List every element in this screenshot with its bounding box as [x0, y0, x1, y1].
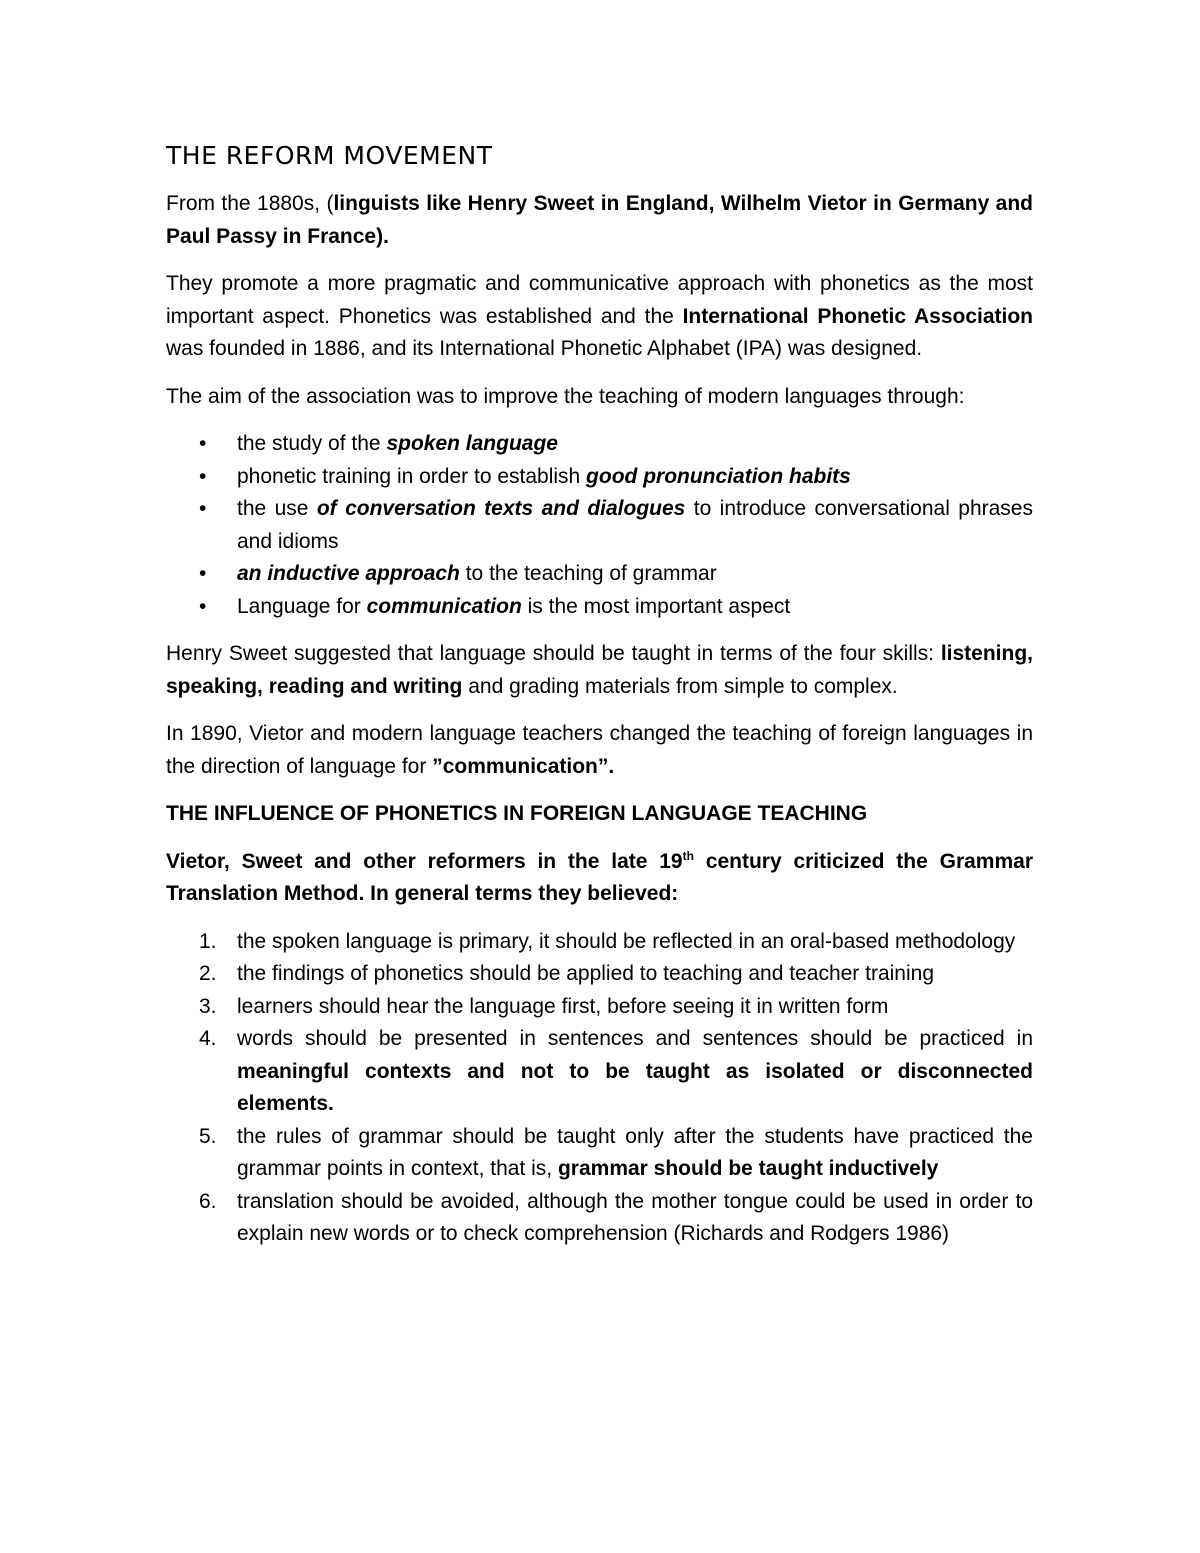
list-item	[166, 926, 1033, 959]
phonetics-text-a: They promote a more pragmatic and communicative approach with phonetics as the most important aspect. Phonetics was established and the	[166, 272, 1033, 328]
communication-term: ”communication”.	[432, 754, 615, 778]
bullet-icon: •	[199, 497, 207, 520]
aims-list	[166, 428, 1033, 623]
list-item	[166, 493, 1033, 558]
list-item-text: the use	[237, 497, 317, 520]
skills-paragraph	[166, 638, 1033, 703]
list-item-text: the study of the	[237, 432, 387, 455]
list-item-text-post: to introduce conversational phrases and idioms	[237, 497, 1033, 553]
intro-paragraph	[166, 188, 1033, 253]
ordinal-suffix: th	[682, 848, 694, 863]
list-item	[166, 991, 1033, 1024]
list-item-text: the spoken language is primary, it should be reflected in an oral-based methodology	[237, 929, 1016, 953]
skills-text-a: Henry Sweet suggested that language should be taught in terms of the four skills:	[166, 642, 941, 665]
bullet-icon: •	[199, 562, 207, 585]
list-item-text: the rules of grammar should be taught only after the students have practiced the grammar points in context, that is,	[237, 1124, 1033, 1180]
phonetics-paragraph	[166, 268, 1033, 366]
vietor-text: In 1890, Vietor and modern language teachers changed the teaching of foreign languages in the direction of language for	[166, 722, 1033, 778]
reformers-text-a: Vietor, Sweet and other reformers in the late 19	[166, 849, 683, 873]
list-item-text: phonetic training in order to establish	[237, 464, 587, 488]
list-item-bold: grammar should be taught inductively	[557, 1157, 939, 1180]
intro-text: From the 1880s, (	[166, 192, 334, 215]
list-item	[166, 428, 1033, 461]
list-item-bold: meaningful contexts and not to be taught as isolated or disconnected elements.	[237, 1059, 1033, 1115]
aim-paragraph: The aim of the association was to improve the teaching of modern languages through:	[166, 384, 965, 408]
list-number: 6.	[199, 1189, 217, 1213]
list-item	[166, 591, 1033, 624]
list-item-emphasis: an inductive approach	[237, 562, 460, 585]
list-item-text-post: is the most important aspect	[521, 594, 791, 618]
list-item-emphasis: of conversation texts and dialogues	[316, 497, 686, 520]
list-number: 1.	[199, 929, 217, 953]
skills-text-b: and grading materials from simple to complex.	[462, 674, 898, 698]
four-skills: listening, speaking, reading and writing	[166, 642, 1033, 698]
phonetics-text-b: was founded in 1886, and its International Phonetic Alphabet (IPA) was designed.	[166, 337, 923, 360]
list-item	[166, 558, 1033, 591]
vietor-paragraph	[166, 718, 1033, 783]
list-item-text: words should be presented in sentences and sentences should be practiced in	[237, 1027, 1033, 1050]
list-number: 5.	[199, 1124, 217, 1148]
list-number: 4.	[199, 1027, 217, 1050]
list-item	[166, 1023, 1033, 1121]
list-item	[166, 1121, 1033, 1186]
bullet-icon: •	[199, 432, 207, 455]
list-item	[166, 1186, 1033, 1251]
list-item	[166, 461, 1033, 494]
bullet-icon: •	[199, 464, 207, 488]
document-body	[166, 138, 1033, 1266]
list-item-text-post: to the teaching of grammar	[459, 562, 717, 585]
list-number: 3.	[199, 994, 217, 1018]
list-item-emphasis: good pronunciation habits	[586, 464, 851, 488]
list-item-text: translation should be avoided, although the mother tongue could be used in order to explain new words or to check comprehension (Richards and Rodgers 1986)	[237, 1189, 1033, 1245]
list-item-emphasis: communication	[366, 594, 522, 618]
reformers-paragraph	[166, 846, 1033, 911]
list-item-emphasis: spoken language	[386, 432, 558, 455]
list-item-text: Language for	[237, 594, 367, 618]
beliefs-list	[166, 926, 1033, 1251]
intro-linguists: linguists like Henry Sweet in England, Wilhelm Vietor in Germany and Paul Passy in France).	[166, 192, 1033, 248]
reformers-text-b: century criticized the Grammar Translation Method. In general terms they believed:	[166, 849, 1033, 905]
ipa-association: International Phonetic Association	[682, 304, 1034, 328]
list-item-text: learners should hear the language first, before seeing it in written form	[237, 994, 889, 1018]
page-title: THE REFORM MOVEMENT	[166, 141, 493, 170]
bullet-icon: •	[199, 594, 207, 618]
section-heading: THE INFLUENCE OF PHONETICS IN FOREIGN LANGUAGE TEACHING	[166, 802, 868, 825]
list-number: 2.	[199, 962, 217, 985]
list-item-text: the findings of phonetics should be applied to teaching and teacher training	[237, 962, 934, 985]
list-item	[166, 958, 1033, 991]
